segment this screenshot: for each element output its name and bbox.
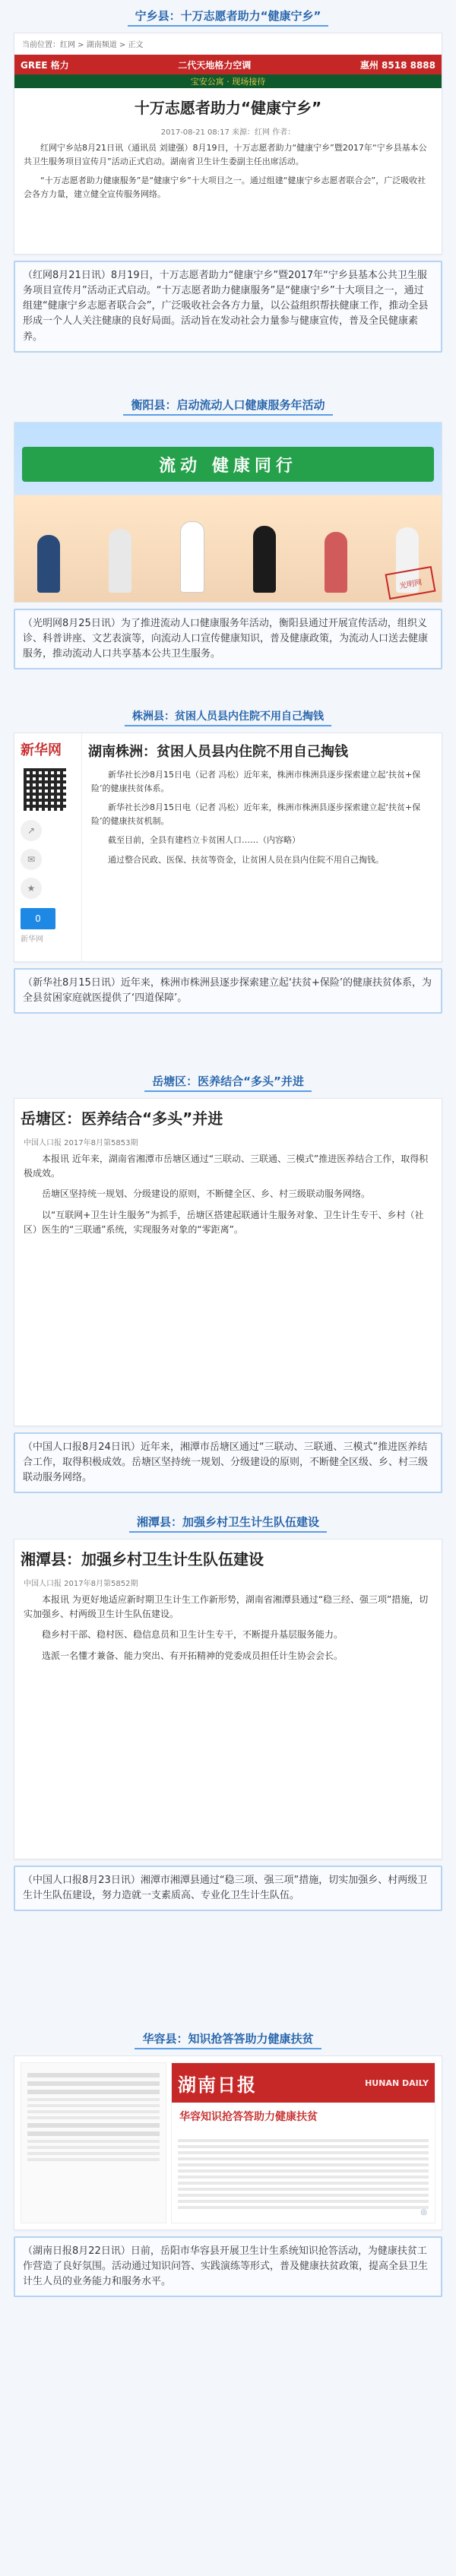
article-meta: 2017-08-21 08:17 来源：红网 作者： [160, 128, 296, 137]
summary-quote: （湖南日报8月22日讯）日前，岳阳市华容县开展卫生计生系统知识抢答活动，为健康扶贫工作营造了良好氛围。活动通过知识问答、实践演练等形式，普及健康扶贫政策，提高全县卫生计生人员的业务能力和服务水平。 [14, 2236, 442, 2297]
article-paragraph: 本报讯 为更好地适应新时期卫生计生工作新形势，湖南省湘潭县通过“稳三经、强三项”措施，切实加强乡、村两级卫生计生队伍建设。 [24, 1594, 429, 1620]
event-photo [14, 422, 442, 603]
site-logo: 新华网 [21, 742, 62, 758]
left-rail [14, 733, 82, 961]
newspaper-headline: 华容知识抢答答助力健康扶贫 [179, 2111, 318, 2123]
summary-quote: （中国人口报8月23日讯）湘潭市湘潭县通过“稳三项、强三项”措施，切实加强乡、村两级卫生计生队伍建设，努力造就一支素质高、专业化卫生计生队伍。 [14, 1866, 442, 1911]
article-card [14, 1539, 442, 1859]
person [109, 529, 131, 593]
section-yuetang [0, 1071, 456, 1499]
summary-quote: （红网8月21日讯）8月19日，十万志愿者助力“健康宁乡”暨2017年“宁乡县基本公共卫生服务项目宣传月”活动正式启动。“十万志愿者助力健康服务”是“健康宁乡”十大项目之一，通过组建“健康宁乡志愿者联合会”，广泛吸收社会各方力量，以公益组织帮扶健康工作，推动全县形成一个人人关注健康的良好局面。活动旨在发动社会力量参与健康宣传，普及全民健康素养。 [14, 261, 442, 353]
article-meta: 中国人口报 2017年8月第5853期 [24, 1139, 138, 1147]
section-huarong [0, 2029, 456, 2303]
section-zhuzhou [0, 707, 456, 1020]
article-paragraph: 新华社长沙8月15日电（记者 冯松）近年来，株洲市株洲县逐步探索建立起‘扶贫+保险’的健康扶贫机制。 [91, 802, 421, 826]
article-paragraph: 岳塘区坚持统一规划、分级建设的原则，不断健全区、乡、村三级联动服务网络。 [42, 1188, 371, 1200]
summary-quote: （中国人口报8月24日讯）近年来，湘潭市岳塘区通过“三联动、三联通、三模式”推进医养结合工作，取得积极成效。岳塘区坚持统一规划、分级建设的原则，不断健全区级、乡、村三级联动服务网络。 [14, 1432, 442, 1493]
ad-banner[interactable]: GREE 格力 二代天地格力空调 惠州 8518 8888 [14, 55, 442, 74]
section-hengyang [0, 395, 456, 676]
people-group [37, 520, 419, 593]
breadcrumb: 当前位置：红网 > 湖南频道 > 正文 [14, 33, 442, 55]
article-paragraph: 本报讯 近年来，湖南省湘潭市岳塘区通过“三联动、三联通、三模式”推进医养结合工作，取得积极成效。 [24, 1154, 429, 1179]
article-headline: 湖南株洲：贫困人员县内住院不用自己掏钱 [88, 744, 348, 760]
qr-code-icon [21, 765, 69, 814]
article-headline: 湘潭县：加强乡村卫生计生队伍建设 [21, 1550, 264, 1568]
section-title: 岳塘区：医养结合“多头”并进 [0, 1071, 456, 1092]
person [180, 521, 204, 593]
section-xiangtan [0, 1512, 456, 1917]
summary-quote: （新华社8月15日讯）近年来，株洲市株洲县逐步探索建立起‘扶贫+保险’的健康扶贫体系，为全县贫困家庭就医提供了‘四道保障’。 [14, 968, 442, 1014]
article-headline: 岳塘区：医养结合“多头”并进 [21, 1109, 223, 1128]
summary-quote: （光明网8月25日讯）为了推进流动人口健康服务年活动，衡阳县通过开展宣传活动，组织义诊、科普讲座、文艺表演等，向流动人口宣传健康知识，普及健康政策，为流动人口送去健康服务，推动流动人口共享基本公共卫生服务。 [14, 609, 442, 669]
article-headline: 十万志愿者助力“健康宁乡” [134, 99, 322, 117]
article-paragraph: 通过整合民政、医保、扶贫等资金，让贫困人员在县内住院不用自己掏钱。 [108, 854, 384, 865]
section-title: 湘潭县：加强乡村卫生计生队伍建设 [0, 1512, 456, 1533]
newspaper-article [171, 2062, 435, 2223]
weibo-logo: ◎ [420, 2208, 427, 2217]
photo-banner: 流动 健康同行 [22, 447, 434, 482]
person [37, 535, 60, 593]
news-page-card [14, 733, 442, 962]
newspaper-front [21, 2062, 166, 2223]
watermark-logo: 光明网 [385, 566, 436, 600]
article-card [14, 1098, 442, 1426]
newspaper-card [14, 2055, 442, 2230]
article-meta: 中国人口报 2017年8月第5852期 [24, 1580, 138, 1588]
article-paragraph: “十万志愿者助力健康服务”是“健康宁乡”十大项目之一。通过组建“健康宁乡志愿者联合会”，广泛吸收社会各方力量，建立健全宣传服务网络。 [24, 176, 426, 199]
person [325, 532, 347, 593]
section-title: 宁乡县：十万志愿者助力“健康宁乡” [0, 6, 456, 27]
article-paragraph: 稳乡村干部、稳村医、稳信息员和卫生计生专干，不断提升基层服务能力。 [42, 1629, 344, 1641]
section-title: 衡阳县：启动流动人口健康服务年活动 [0, 395, 456, 416]
section-ningxiang [0, 0, 456, 359]
article-card [14, 33, 442, 255]
section-title: 株洲县：贫困人员县内住院不用自己掏钱 [0, 707, 456, 726]
article-meta: 新华社长沙8月15日电（记者 冯松）近年来，株洲市株洲县逐步探索建立起‘扶贫+保险’的健康扶贫体系。 [91, 770, 421, 793]
wechat-icon[interactable]: ✉ [21, 849, 42, 870]
site-name: 新华网 [21, 935, 43, 944]
ad-subline[interactable]: 宝安公寓 · 现场接待 [14, 74, 442, 88]
share-icon[interactable]: ↗ [21, 820, 42, 841]
article-body [82, 733, 442, 961]
newspaper-masthead: 湖南日报 HUNAN DAILY [172, 2063, 435, 2103]
comment-count[interactable]: 0 [21, 908, 55, 929]
person [253, 526, 276, 593]
article-paragraph: 红网宁乡站8月21日讯（通讯员 刘建强）8月19日，十万志愿者助力“健康宁乡”暨2017年“宁乡县基本公共卫生服务项目宣传月”活动正式启动。湖南省卫生计生委副主任出席活动。 [24, 143, 427, 166]
article-paragraph: 截至目前，全县有建档立卡贫困人口……（内容略） [108, 835, 300, 846]
article-paragraph: 以“互联网+卫生计生服务”为抓手，岳塘区搭建起联通计生服务对象、卫生计生专干、乡村（社区）医生的“三联通”系统，实现服务对象的“零距离”。 [24, 1209, 424, 1235]
article-paragraph: 选派一名懂才兼备、能力突出、有开拓精神的党委成员担任计生协会会长。 [42, 1650, 344, 1661]
section-title: 华容县：知识抢答答助力健康扶贫 [0, 2029, 456, 2049]
weibo-icon[interactable]: ★ [21, 878, 42, 899]
